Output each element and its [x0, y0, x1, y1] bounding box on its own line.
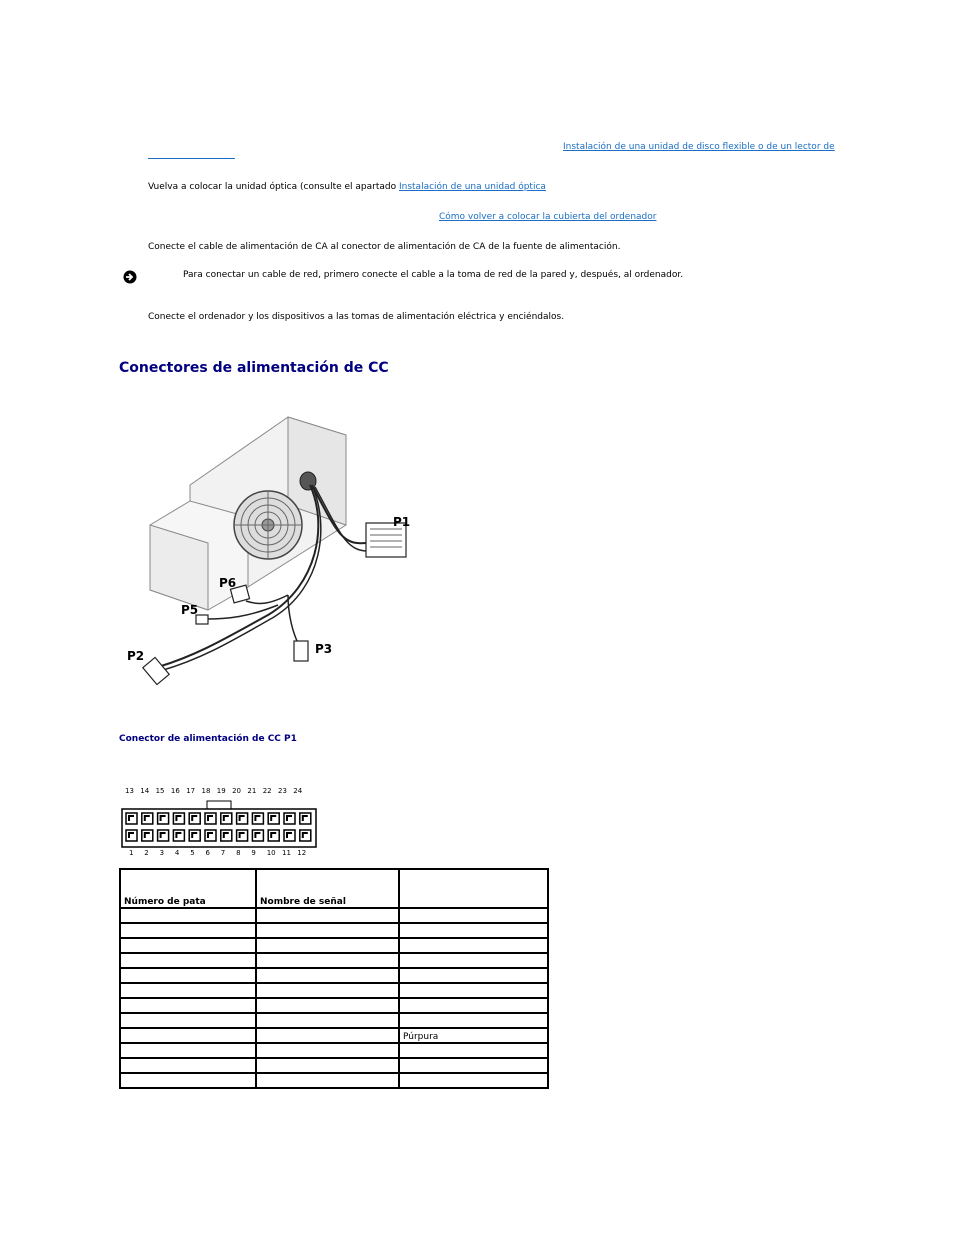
table-cell: [120, 1058, 256, 1073]
pin-socket: [284, 830, 295, 841]
top-pin-number: 21: [247, 787, 257, 795]
pin-socket: [189, 830, 200, 841]
top-pin-number: 22: [262, 787, 272, 795]
top-pin-number: 13: [125, 787, 134, 795]
pin-socket: [158, 813, 169, 824]
table-row: [120, 968, 548, 983]
top-pin-number: 17: [186, 787, 196, 795]
table-header-cell: [399, 869, 548, 908]
table-cell: [120, 968, 256, 983]
table-row: [120, 953, 548, 968]
pin-socket: [205, 830, 216, 841]
pin-socket: [126, 830, 137, 841]
pin-socket: [158, 830, 169, 841]
table-cell: Púrpura: [399, 1028, 548, 1043]
table-cell: [399, 998, 548, 1013]
table-cell: [399, 1073, 548, 1088]
table-row: [120, 1043, 548, 1058]
section-title: Conectores de alimentación de CC: [119, 360, 389, 376]
table-row: [120, 923, 548, 938]
table-cell: [256, 1043, 399, 1058]
table-cell: [256, 923, 399, 938]
label-p3: P3: [315, 642, 333, 656]
table-cell: [256, 1058, 399, 1073]
table-cell: [120, 1028, 256, 1043]
table-cell: [120, 1043, 256, 1058]
table-cell: [256, 983, 399, 998]
table-cell: [399, 923, 548, 938]
top-pin-number: 20: [232, 787, 242, 795]
optical-step-text: Vuelva a colocar la unidad óptica (consulte el apartado: [148, 182, 397, 192]
table-cell: [256, 908, 399, 923]
top-pin-number: 19: [216, 787, 226, 795]
bottom-pin-number: 10: [266, 849, 276, 857]
table-cell: [399, 908, 548, 923]
pin-socket: [221, 813, 232, 824]
table-row: [120, 1013, 548, 1028]
table-row: [120, 998, 548, 1013]
table-cell: [399, 953, 548, 968]
table-cell: [399, 1043, 548, 1058]
pin-socket: [173, 813, 184, 824]
pin-table: [119, 868, 549, 1089]
bottom-pin-number: 11: [282, 849, 291, 857]
label-p2: P2: [127, 649, 145, 663]
floppy-install-link[interactable]: Instalación de una unidad de disco flexible o de un lector de: [563, 142, 835, 152]
table-row: [120, 908, 548, 923]
pin-socket: [237, 830, 248, 841]
table-cell: [256, 998, 399, 1013]
table-cell: [399, 983, 548, 998]
pin-socket: [284, 813, 295, 824]
bottom-pin-number: 4: [174, 849, 180, 857]
table-row: [120, 1028, 548, 1043]
bottom-pin-number: 5: [190, 849, 195, 857]
pin-connector-diagram: [120, 787, 320, 861]
top-pin-number: 24: [293, 787, 303, 795]
table-cell: [120, 998, 256, 1013]
optical-step: [148, 181, 546, 193]
bottom-pin-number: 6: [205, 849, 210, 857]
table-cell: [256, 968, 399, 983]
table-cell: [256, 953, 399, 968]
table-cell: [120, 908, 256, 923]
optical-install-link[interactable]: Instalación de una unidad óptica: [398, 182, 546, 192]
label-p6: P6: [219, 576, 237, 590]
label-p1: P1: [393, 515, 411, 529]
bottom-pin-number: 7: [220, 849, 226, 857]
bottom-pin-number: 3: [159, 849, 165, 857]
pin-socket: [268, 813, 279, 824]
bottom-pin-number: 1: [129, 849, 134, 857]
pin-socket: [252, 830, 263, 841]
table-cell: [256, 1028, 399, 1043]
table-header-row: [120, 869, 548, 908]
bottom-pin-number: 8: [236, 849, 241, 857]
table-row: [120, 938, 548, 953]
pin-socket: [189, 813, 200, 824]
bottom-pin-number: 9: [251, 849, 256, 857]
ac-cable-step: Conecte el cable de alimentación de CA al conector de alimentación de CA de la fuente de alimentación.: [148, 242, 621, 252]
cover-replace-link[interactable]: Cómo volver a colocar la cubierta del ordenador: [439, 212, 657, 222]
top-pin-number: 18: [201, 787, 211, 795]
label-p5: P5: [181, 603, 199, 617]
table-cell: [399, 1013, 548, 1028]
table-cell: [120, 923, 256, 938]
pin-socket: [142, 830, 153, 841]
table-header-cell: Nombre de señal: [256, 869, 399, 908]
table-cell: [120, 1073, 256, 1088]
floppy-install-link-continuation[interactable]: [148, 158, 235, 159]
bottom-pin-number: 2: [144, 849, 149, 857]
table-row: [120, 1073, 548, 1088]
pin-socket: [300, 813, 311, 824]
pin-socket: [173, 830, 184, 841]
table-cell: [256, 1073, 399, 1088]
notice-icon: [123, 269, 137, 283]
power-supply-diagram: [118, 405, 428, 695]
table-cell: [399, 938, 548, 953]
table-cell: [256, 938, 399, 953]
notice-text: Para conectar un cable de red, primero conecte el cable a la toma de red de la pared y, después, al ordenador.: [183, 270, 684, 280]
pin-socket: [237, 813, 248, 824]
pin-socket: [300, 830, 311, 841]
pin-socket: [142, 813, 153, 824]
pin-socket: [221, 830, 232, 841]
pin-socket: [205, 813, 216, 824]
top-pin-number: 23: [278, 787, 287, 795]
top-pin-number: 15: [155, 787, 165, 795]
table-row: [120, 983, 548, 998]
bottom-pin-number: 12: [297, 849, 307, 857]
table-row: [120, 1058, 548, 1073]
table-header-cell: Número de pata: [120, 869, 256, 908]
table-cell: [256, 1013, 399, 1028]
top-pin-number: 16: [170, 787, 180, 795]
table-cell: [120, 953, 256, 968]
pin-socket: [126, 813, 137, 824]
top-pin-number: 14: [140, 787, 150, 795]
pin-socket: [268, 830, 279, 841]
pin-socket: [252, 813, 263, 824]
table-cell: [120, 983, 256, 998]
connector-title: Conector de alimentación de CC P1: [119, 734, 297, 744]
table-cell: [120, 1013, 256, 1028]
table-cell: [399, 968, 548, 983]
table-cell: [399, 1058, 548, 1073]
table-cell: [120, 938, 256, 953]
connect-step: Conecte el ordenador y los dispositivos a las tomas de alimentación eléctrica y enciéndalos.: [148, 312, 565, 322]
